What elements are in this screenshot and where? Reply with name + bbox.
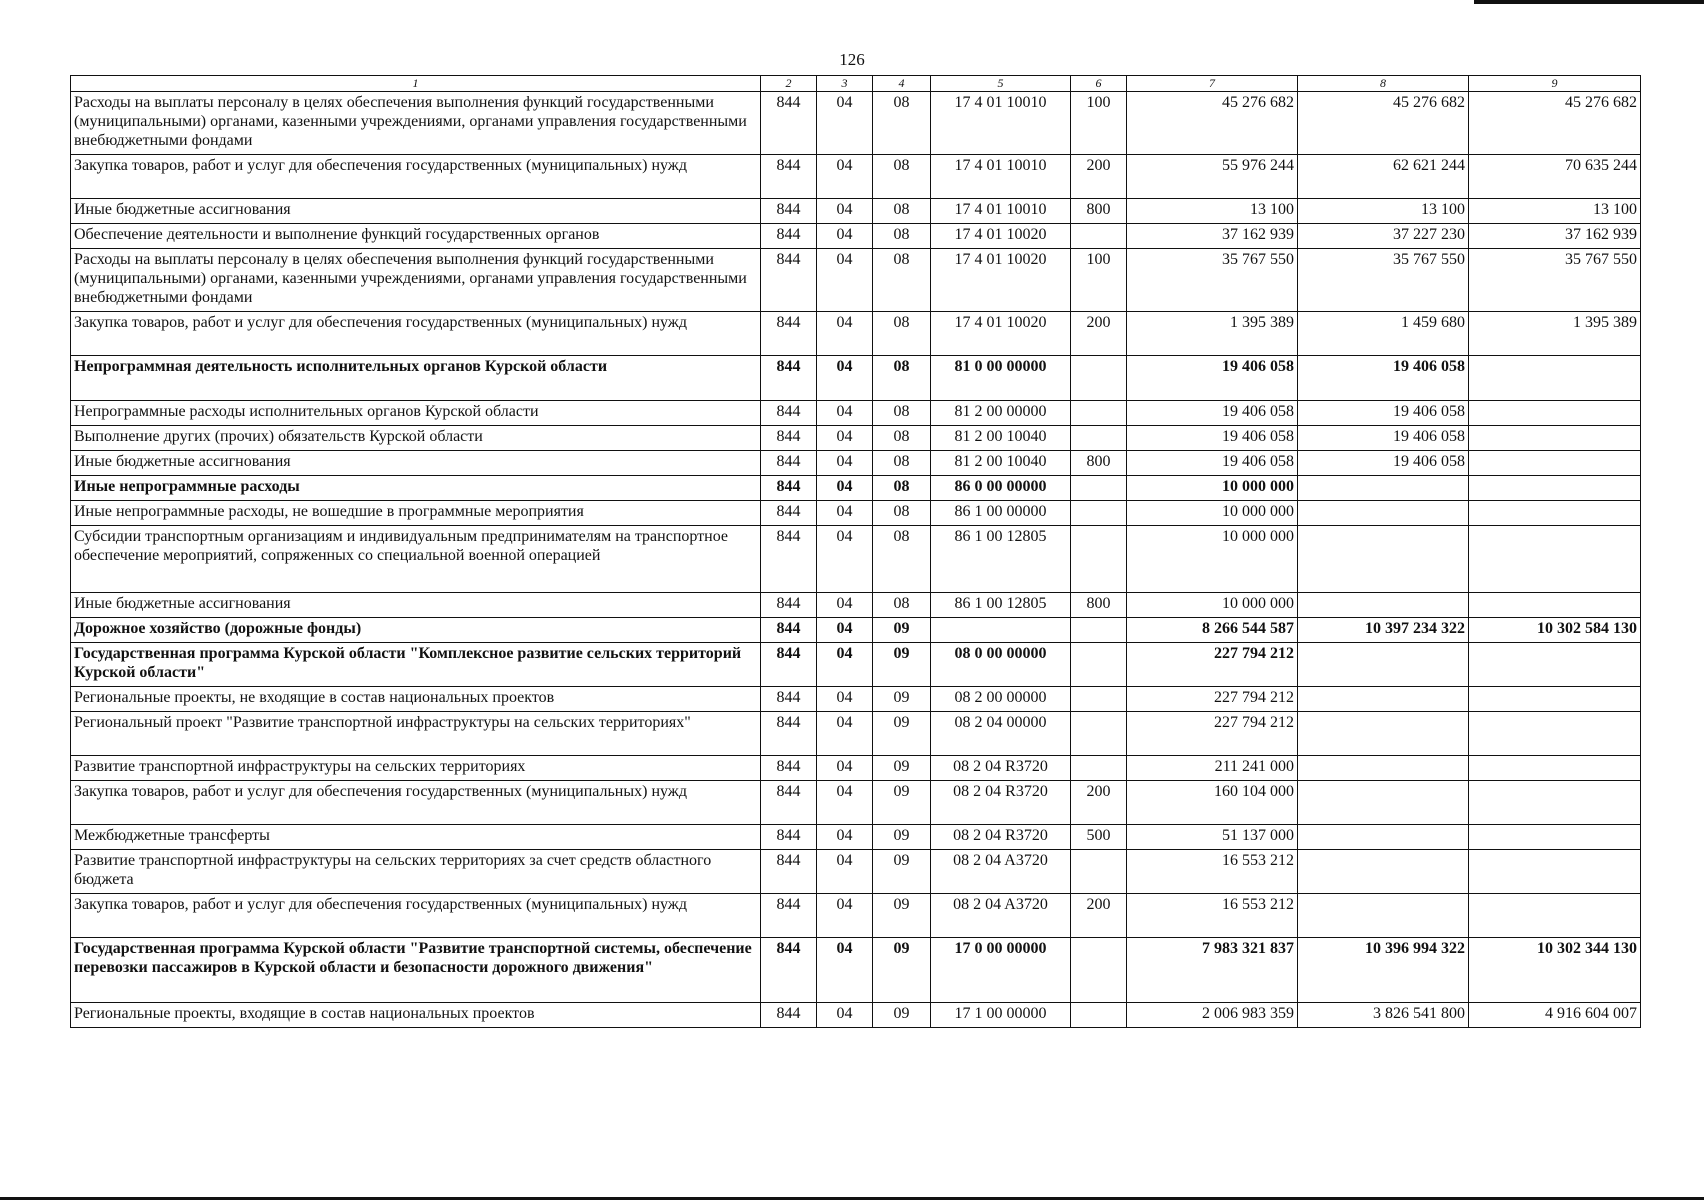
- grbs-code: 844: [761, 92, 817, 155]
- item-name: Закупка товаров, работ и услуг для обеспечения государственных (муниципальных) нужд: [71, 155, 761, 199]
- amount-year-2: [1298, 643, 1469, 687]
- amount-year-3: [1469, 643, 1641, 687]
- table-row: [71, 825, 1641, 850]
- subsection-code: 09: [873, 938, 931, 1003]
- table-row: [71, 1003, 1641, 1028]
- amount-year-3: [1469, 825, 1641, 850]
- expense-type-code: [1071, 426, 1127, 451]
- target-article-code: 17 4 01 10020: [931, 312, 1071, 356]
- item-name: Закупка товаров, работ и услуг для обеспечения государственных (муниципальных) нужд: [71, 312, 761, 356]
- header-cell: 7: [1127, 76, 1298, 92]
- target-article-code: 17 1 00 00000: [931, 1003, 1071, 1028]
- target-article-code: 08 2 04 R3720: [931, 825, 1071, 850]
- item-name: Закупка товаров, работ и услуг для обеспечения государственных (муниципальных) нужд: [71, 781, 761, 825]
- item-name: Государственная программа Курской области "Развитие транспортной системы, обеспечение перевозки пассажиров в Курской области и безопасности дорожного движения": [71, 938, 761, 1003]
- expense-type-code: [1071, 476, 1127, 501]
- item-name: Расходы на выплаты персоналу в целях обеспечения выполнения функций государственными (муниципальными) органами, казенными учреждениями, органами управления государственными внебюджетными фондами: [71, 92, 761, 155]
- scan-edge-top: [1474, 0, 1704, 4]
- amount-year-2: 10 397 234 322: [1298, 618, 1469, 643]
- amount-year-1: 10 000 000: [1127, 476, 1298, 501]
- subsection-code: 08: [873, 249, 931, 312]
- grbs-code: 844: [761, 687, 817, 712]
- amount-year-1: 19 406 058: [1127, 426, 1298, 451]
- header-cell: 3: [817, 76, 873, 92]
- grbs-code: 844: [761, 1003, 817, 1028]
- subsection-code: 09: [873, 687, 931, 712]
- section-code: 04: [817, 199, 873, 224]
- section-code: 04: [817, 687, 873, 712]
- amount-year-1: 13 100: [1127, 199, 1298, 224]
- amount-year-2: 10 396 994 322: [1298, 938, 1469, 1003]
- amount-year-1: 10 000 000: [1127, 526, 1298, 593]
- expense-type-code: 800: [1071, 451, 1127, 476]
- item-name: Иные бюджетные ассигнования: [71, 199, 761, 224]
- grbs-code: 844: [761, 825, 817, 850]
- grbs-code: 844: [761, 526, 817, 593]
- table-row: [71, 756, 1641, 781]
- amount-year-2: 45 276 682: [1298, 92, 1469, 155]
- target-article-code: 17 4 01 10010: [931, 155, 1071, 199]
- expense-type-code: 500: [1071, 825, 1127, 850]
- table-row: [71, 712, 1641, 756]
- subsection-code: 08: [873, 155, 931, 199]
- section-code: 04: [817, 938, 873, 1003]
- expense-type-code: 200: [1071, 781, 1127, 825]
- item-name: Непрограммные расходы исполнительных органов Курской области: [71, 401, 761, 426]
- subsection-code: 08: [873, 451, 931, 476]
- target-article-code: 08 2 04 A3720: [931, 850, 1071, 894]
- grbs-code: 844: [761, 618, 817, 643]
- section-code: 04: [817, 401, 873, 426]
- subsection-code: 09: [873, 756, 931, 781]
- section-code: 04: [817, 451, 873, 476]
- target-article-code: 08 0 00 00000: [931, 643, 1071, 687]
- item-name: Региональные проекты, входящие в состав национальных проектов: [71, 1003, 761, 1028]
- section-code: 04: [817, 356, 873, 401]
- amount-year-2: [1298, 712, 1469, 756]
- amount-year-3: [1469, 356, 1641, 401]
- target-article-code: 81 2 00 10040: [931, 451, 1071, 476]
- table-row: [71, 249, 1641, 312]
- section-code: 04: [817, 781, 873, 825]
- expense-type-code: [1071, 618, 1127, 643]
- table-row: [71, 451, 1641, 476]
- header-cell: 9: [1469, 76, 1641, 92]
- expense-type-code: [1071, 643, 1127, 687]
- header-cell: 6: [1071, 76, 1127, 92]
- item-name: Государственная программа Курской области "Комплексное развитие сельских территорий Курской области": [71, 643, 761, 687]
- amount-year-3: [1469, 526, 1641, 593]
- amount-year-3: 45 276 682: [1469, 92, 1641, 155]
- amount-year-3: [1469, 850, 1641, 894]
- table-row: [71, 593, 1641, 618]
- subsection-code: 08: [873, 224, 931, 249]
- amount-year-1: 227 794 212: [1127, 687, 1298, 712]
- target-article-code: 08 2 00 00000: [931, 687, 1071, 712]
- subsection-code: 08: [873, 199, 931, 224]
- subsection-code: 09: [873, 850, 931, 894]
- subsection-code: 08: [873, 312, 931, 356]
- target-article-code: 17 4 01 10020: [931, 249, 1071, 312]
- amount-year-1: 35 767 550: [1127, 249, 1298, 312]
- amount-year-3: [1469, 451, 1641, 476]
- subsection-code: 08: [873, 526, 931, 593]
- expense-type-code: 100: [1071, 249, 1127, 312]
- section-code: 04: [817, 593, 873, 618]
- section-code: 04: [817, 712, 873, 756]
- table-body: [71, 92, 1641, 1028]
- target-article-code: 08 2 04 R3720: [931, 781, 1071, 825]
- subsection-code: 08: [873, 401, 931, 426]
- target-article-code: 17 4 01 10010: [931, 199, 1071, 224]
- table-row: [71, 687, 1641, 712]
- table-row: [71, 92, 1641, 155]
- grbs-code: 844: [761, 451, 817, 476]
- grbs-code: 844: [761, 938, 817, 1003]
- item-name: Межбюджетные трансферты: [71, 825, 761, 850]
- expense-type-code: [1071, 712, 1127, 756]
- item-name: Иные непрограммные расходы, не вошедшие в программные мероприятия: [71, 501, 761, 526]
- amount-year-3: 37 162 939: [1469, 224, 1641, 249]
- amount-year-1: 7 983 321 837: [1127, 938, 1298, 1003]
- amount-year-2: [1298, 756, 1469, 781]
- table-row: [71, 199, 1641, 224]
- amount-year-1: 19 406 058: [1127, 401, 1298, 426]
- expense-type-code: 200: [1071, 894, 1127, 938]
- amount-year-2: 1 459 680: [1298, 312, 1469, 356]
- target-article-code: 86 1 00 12805: [931, 526, 1071, 593]
- expense-type-code: [1071, 687, 1127, 712]
- section-code: 04: [817, 894, 873, 938]
- section-code: 04: [817, 756, 873, 781]
- amount-year-3: [1469, 401, 1641, 426]
- section-code: 04: [817, 476, 873, 501]
- grbs-code: 844: [761, 426, 817, 451]
- subsection-code: 08: [873, 501, 931, 526]
- expense-type-code: [1071, 356, 1127, 401]
- amount-year-1: 8 266 544 587: [1127, 618, 1298, 643]
- amount-year-3: 13 100: [1469, 199, 1641, 224]
- amount-year-1: 211 241 000: [1127, 756, 1298, 781]
- subsection-code: 09: [873, 1003, 931, 1028]
- amount-year-2: [1298, 894, 1469, 938]
- table-row: [71, 618, 1641, 643]
- item-name: Обеспечение деятельности и выполнение функций государственных органов: [71, 224, 761, 249]
- expense-type-code: 800: [1071, 593, 1127, 618]
- expense-type-code: 800: [1071, 199, 1127, 224]
- amount-year-1: 19 406 058: [1127, 356, 1298, 401]
- header-cell: 5: [931, 76, 1071, 92]
- table-row: [71, 426, 1641, 451]
- page-number: 126: [839, 50, 865, 69]
- grbs-code: 844: [761, 356, 817, 401]
- table-row: [71, 155, 1641, 199]
- item-name: Дорожное хозяйство (дорожные фонды): [71, 618, 761, 643]
- target-article-code: [931, 618, 1071, 643]
- target-article-code: 81 0 00 00000: [931, 356, 1071, 401]
- amount-year-2: [1298, 825, 1469, 850]
- item-name: Региональные проекты, не входящие в состав национальных проектов: [71, 687, 761, 712]
- table-row: [71, 312, 1641, 356]
- amount-year-2: [1298, 850, 1469, 894]
- amount-year-1: 1 395 389: [1127, 312, 1298, 356]
- item-name: Иные бюджетные ассигнования: [71, 593, 761, 618]
- target-article-code: 08 2 04 A3720: [931, 894, 1071, 938]
- grbs-code: 844: [761, 643, 817, 687]
- target-article-code: 17 4 01 10010: [931, 92, 1071, 155]
- amount-year-2: [1298, 476, 1469, 501]
- section-code: 04: [817, 1003, 873, 1028]
- expense-type-code: [1071, 401, 1127, 426]
- subsection-code: 09: [873, 643, 931, 687]
- subsection-code: 09: [873, 781, 931, 825]
- grbs-code: 844: [761, 781, 817, 825]
- expense-type-code: 100: [1071, 92, 1127, 155]
- table-row: [71, 938, 1641, 1003]
- amount-year-2: [1298, 526, 1469, 593]
- grbs-code: 844: [761, 224, 817, 249]
- table-row: [71, 643, 1641, 687]
- target-article-code: 17 0 00 00000: [931, 938, 1071, 1003]
- section-code: 04: [817, 501, 873, 526]
- table-row: [71, 526, 1641, 593]
- header-cell: 4: [873, 76, 931, 92]
- grbs-code: 844: [761, 155, 817, 199]
- amount-year-3: [1469, 781, 1641, 825]
- amount-year-2: 62 621 244: [1298, 155, 1469, 199]
- section-code: 04: [817, 426, 873, 451]
- target-article-code: 08 2 04 R3720: [931, 756, 1071, 781]
- amount-year-3: 10 302 584 130: [1469, 618, 1641, 643]
- section-code: 04: [817, 526, 873, 593]
- subsection-code: 09: [873, 894, 931, 938]
- target-article-code: 81 2 00 00000: [931, 401, 1071, 426]
- item-name: Непрограммная деятельность исполнительных органов Курской области: [71, 356, 761, 401]
- target-article-code: 81 2 00 10040: [931, 426, 1071, 451]
- table-row: [71, 224, 1641, 249]
- amount-year-1: 55 976 244: [1127, 155, 1298, 199]
- subsection-code: 08: [873, 426, 931, 451]
- item-name: Выполнение других (прочих) обязательств Курской области: [71, 426, 761, 451]
- grbs-code: 844: [761, 401, 817, 426]
- section-code: 04: [817, 224, 873, 249]
- section-code: 04: [817, 618, 873, 643]
- grbs-code: 844: [761, 850, 817, 894]
- item-name: Иные непрограммные расходы: [71, 476, 761, 501]
- grbs-code: 844: [761, 712, 817, 756]
- table-row: [71, 781, 1641, 825]
- expense-type-code: [1071, 756, 1127, 781]
- header-cell: 1: [71, 76, 761, 92]
- expense-type-code: [1071, 938, 1127, 1003]
- item-name: Развитие транспортной инфраструктуры на сельских территориях за счет средств областного бюджета: [71, 850, 761, 894]
- subsection-code: 09: [873, 618, 931, 643]
- table-row: [71, 401, 1641, 426]
- amount-year-1: 2 006 983 359: [1127, 1003, 1298, 1028]
- amount-year-2: 19 406 058: [1298, 401, 1469, 426]
- item-name: Расходы на выплаты персоналу в целях обеспечения выполнения функций государственными (муниципальными) органами, казенными учреждениями, органами управления государственными внебюджетными фондами: [71, 249, 761, 312]
- grbs-code: 844: [761, 312, 817, 356]
- amount-year-1: 227 794 212: [1127, 643, 1298, 687]
- amount-year-2: 19 406 058: [1298, 451, 1469, 476]
- amount-year-1: 45 276 682: [1127, 92, 1298, 155]
- item-name: Региональный проект "Развитие транспортной инфраструктуры на сельских территориях": [71, 712, 761, 756]
- amount-year-3: 70 635 244: [1469, 155, 1641, 199]
- section-code: 04: [817, 312, 873, 356]
- item-name: Субсидии транспортным организациям и индивидуальным предпринимателям на транспортное обеспечение мероприятий, сопряженных со специальной военной операцией: [71, 526, 761, 593]
- amount-year-3: [1469, 593, 1641, 618]
- target-article-code: 08 2 04 00000: [931, 712, 1071, 756]
- table-row: [71, 501, 1641, 526]
- target-article-code: 86 1 00 00000: [931, 501, 1071, 526]
- table-row: [71, 894, 1641, 938]
- target-article-code: 86 0 00 00000: [931, 476, 1071, 501]
- expense-type-code: [1071, 501, 1127, 526]
- amount-year-2: 19 406 058: [1298, 356, 1469, 401]
- item-name: Развитие транспортной инфраструктуры на сельских территориях: [71, 756, 761, 781]
- grbs-code: 844: [761, 593, 817, 618]
- amount-year-3: 35 767 550: [1469, 249, 1641, 312]
- amount-year-2: [1298, 593, 1469, 618]
- expense-type-code: [1071, 1003, 1127, 1028]
- header-cell: 8: [1298, 76, 1469, 92]
- amount-year-3: 4 916 604 007: [1469, 1003, 1641, 1028]
- expense-type-code: [1071, 526, 1127, 593]
- amount-year-1: 10 000 000: [1127, 501, 1298, 526]
- table-row: [71, 850, 1641, 894]
- target-article-code: 86 1 00 12805: [931, 593, 1071, 618]
- table-row: [71, 476, 1641, 501]
- amount-year-2: 3 826 541 800: [1298, 1003, 1469, 1028]
- amount-year-1: 227 794 212: [1127, 712, 1298, 756]
- amount-year-1: 19 406 058: [1127, 451, 1298, 476]
- amount-year-2: [1298, 501, 1469, 526]
- header-cell: 2: [761, 76, 817, 92]
- grbs-code: 844: [761, 249, 817, 312]
- amount-year-1: 160 104 000: [1127, 781, 1298, 825]
- target-article-code: 17 4 01 10020: [931, 224, 1071, 249]
- amount-year-2: 37 227 230: [1298, 224, 1469, 249]
- amount-year-2: 19 406 058: [1298, 426, 1469, 451]
- budget-table: [70, 75, 1641, 1028]
- amount-year-3: [1469, 894, 1641, 938]
- section-code: 04: [817, 155, 873, 199]
- grbs-code: 844: [761, 199, 817, 224]
- amount-year-3: [1469, 476, 1641, 501]
- amount-year-1: 10 000 000: [1127, 593, 1298, 618]
- subsection-code: 08: [873, 356, 931, 401]
- grbs-code: 844: [761, 756, 817, 781]
- section-code: 04: [817, 249, 873, 312]
- amount-year-2: 35 767 550: [1298, 249, 1469, 312]
- amount-year-1: 37 162 939: [1127, 224, 1298, 249]
- section-code: 04: [817, 643, 873, 687]
- amount-year-1: 16 553 212: [1127, 894, 1298, 938]
- item-name: Закупка товаров, работ и услуг для обеспечения государственных (муниципальных) нужд: [71, 894, 761, 938]
- amount-year-2: [1298, 687, 1469, 712]
- amount-year-3: [1469, 426, 1641, 451]
- subsection-code: 08: [873, 593, 931, 618]
- section-code: 04: [817, 825, 873, 850]
- amount-year-3: [1469, 501, 1641, 526]
- grbs-code: 844: [761, 476, 817, 501]
- grbs-code: 844: [761, 894, 817, 938]
- amount-year-2: [1298, 781, 1469, 825]
- amount-year-3: 10 302 344 130: [1469, 938, 1641, 1003]
- subsection-code: 09: [873, 712, 931, 756]
- header-row: [71, 76, 1641, 92]
- subsection-code: 09: [873, 825, 931, 850]
- section-code: 04: [817, 92, 873, 155]
- expense-type-code: 200: [1071, 155, 1127, 199]
- amount-year-1: 16 553 212: [1127, 850, 1298, 894]
- subsection-code: 08: [873, 476, 931, 501]
- amount-year-3: [1469, 712, 1641, 756]
- expense-type-code: [1071, 850, 1127, 894]
- amount-year-3: 1 395 389: [1469, 312, 1641, 356]
- amount-year-3: [1469, 687, 1641, 712]
- table-row: [71, 356, 1641, 401]
- expense-type-code: 200: [1071, 312, 1127, 356]
- item-name: Иные бюджетные ассигнования: [71, 451, 761, 476]
- grbs-code: 844: [761, 501, 817, 526]
- amount-year-1: 51 137 000: [1127, 825, 1298, 850]
- section-code: 04: [817, 850, 873, 894]
- subsection-code: 08: [873, 92, 931, 155]
- expense-type-code: [1071, 224, 1127, 249]
- amount-year-3: [1469, 756, 1641, 781]
- amount-year-2: 13 100: [1298, 199, 1469, 224]
